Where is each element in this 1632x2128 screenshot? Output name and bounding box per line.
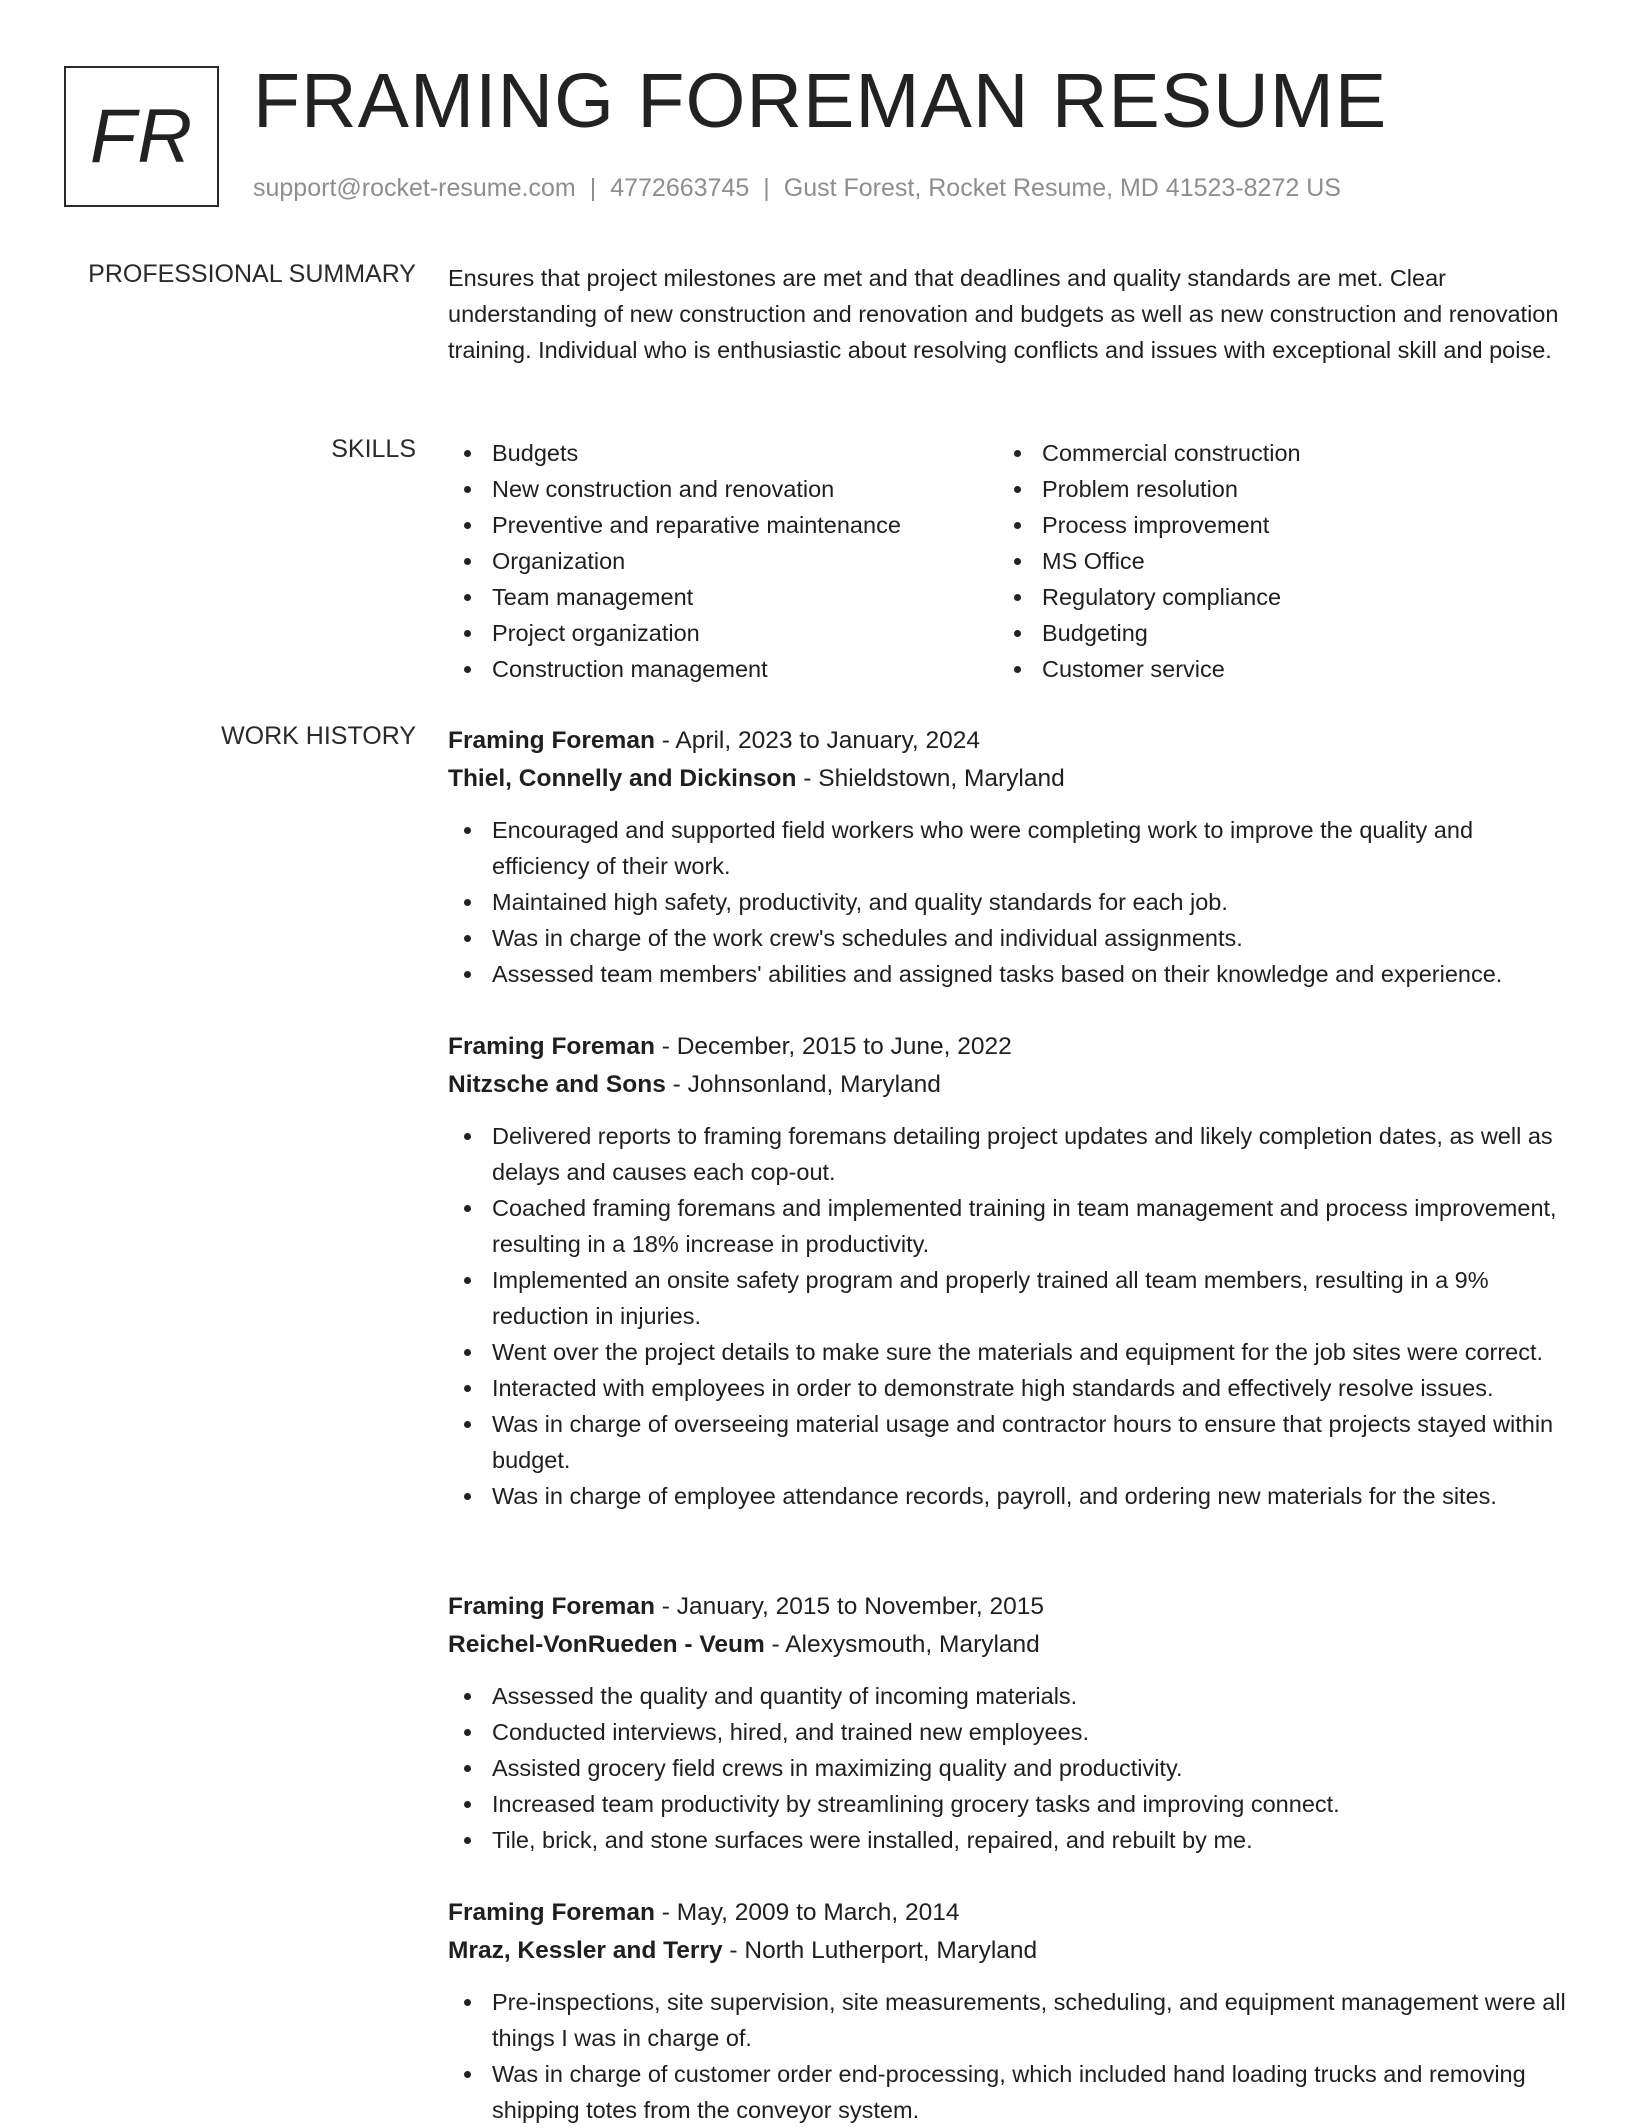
job-dates: - December, 2015 to June, 2022 (654, 1033, 1012, 1060)
job-title: Framing Foreman (448, 1033, 655, 1060)
job-bullet: Encouraged and supported field workers who were completing work to improve the quality and efficiency of their work. (448, 812, 1568, 884)
job-bullets (448, 1118, 1568, 1514)
job-bullet: Assessed the quality and quantity of incoming materials. (448, 1678, 1568, 1714)
job-location: - North Lutherport, Maryland (722, 1937, 1038, 1964)
contact-email: support@rocket-resume.com (253, 174, 576, 202)
contact-address: Gust Forest, Rocket Resume, MD 41523-8272 US (783, 174, 1341, 202)
job-company-line (448, 1066, 1568, 1104)
job-title: Framing Foreman (448, 1899, 655, 1926)
skill-item: Regulatory compliance (998, 579, 1301, 615)
contact-separator: | (589, 174, 597, 202)
skill-item: Preventive and reparative maintenance (448, 507, 998, 543)
job-title: Framing Foreman (448, 727, 655, 754)
job-bullet: Delivered reports to framing foremans detailing project updates and likely completion dates, as well as delays and causes each cop-out. (448, 1118, 1568, 1190)
job-bullets (448, 1678, 1568, 1858)
job-bullet: Implemented an onsite safety program and properly trained all team members, resulting in a 9% reduction in injuries. (448, 1262, 1568, 1334)
job-bullet: Was in charge of employee attendance records, payroll, and ordering new materials for the sites. (448, 1478, 1568, 1514)
job-company: Nitzsche and Sons (448, 1071, 666, 1098)
job-company: Thiel, Connelly and Dickinson (448, 765, 797, 792)
skill-item: Construction management (448, 651, 998, 687)
skill-item: Organization (448, 543, 998, 579)
job-bullet: Pre-inspections, site supervision, site measurements, scheduling, and equipment management were all things I was in charge of. (448, 1984, 1568, 2056)
job-bullet: Increased team productivity by streamlining grocery tasks and improving connect. (448, 1786, 1568, 1822)
job-title: Framing Foreman (448, 1593, 655, 1620)
job-company-line (448, 760, 1568, 798)
job-bullets (448, 1984, 1568, 2128)
job-bullet: Was in charge of customer order end-processing, which included hand loading trucks and removing shipping totes from the conveyor system. (448, 2056, 1568, 2128)
job-company: Reichel-VonRueden - Veum (448, 1631, 765, 1658)
job-bullet: Assisted grocery field crews in maximizing quality and productivity. (448, 1750, 1568, 1786)
job-bullet: Was in charge of overseeing material usage and contractor hours to ensure that projects stayed within budget. (448, 1406, 1568, 1478)
skill-item: Project organization (448, 615, 998, 651)
contact-line (253, 174, 1341, 203)
job-dates: - May, 2009 to March, 2014 (654, 1899, 960, 1926)
job-location: - Shieldstown, Maryland (796, 765, 1065, 792)
monogram-box (64, 66, 219, 207)
skill-item: Problem resolution (998, 471, 1301, 507)
skills-column-2 (998, 435, 1301, 687)
job-company-line (448, 1932, 1568, 1970)
job-company: Mraz, Kessler and Terry (448, 1937, 723, 1964)
skills-column-1 (448, 435, 998, 687)
skill-item: Customer service (998, 651, 1301, 687)
job-bullet: Interacted with employees in order to demonstrate high standards and effectively resolve issues. (448, 1370, 1568, 1406)
skill-item: Budgets (448, 435, 998, 471)
skill-item: Budgeting (998, 615, 1301, 651)
summary-text: Ensures that project milestones are met and that deadlines and quality standards are met. Clear understanding of new construction and renovation and budgets as well as new construction and renovation training. Individual who is enthusiastic about resolving conflicts and issues with exceptional skill and poise. (448, 265, 1559, 363)
resume-title: FRAMING FOREMAN RESUME (253, 58, 1388, 144)
work-history-heading: WORK HISTORY (221, 722, 416, 750)
skills-heading: SKILLS (331, 435, 416, 463)
skill-item: MS Office (998, 543, 1301, 579)
job-company-line (448, 1626, 1568, 1664)
contact-separator: | (763, 174, 770, 202)
job-location: - Alexysmouth, Maryland (764, 1631, 1040, 1658)
job-bullet: Conducted interviews, hired, and trained new employees. (448, 1714, 1568, 1750)
skill-item: New construction and renovation (448, 471, 998, 507)
job-title-line (448, 1894, 1568, 1932)
job-bullet: Maintained high safety, productivity, and quality standards for each job. (448, 884, 1568, 920)
skill-item: Commercial construction (998, 435, 1301, 471)
job-title-line (448, 1028, 1568, 1066)
summary-heading: PROFESSIONAL SUMMARY (88, 260, 416, 288)
skill-item: Process improvement (998, 507, 1301, 543)
job-bullet: Went over the project details to make sure the materials and equipment for the job sites were correct. (448, 1334, 1568, 1370)
skill-item: Team management (448, 579, 998, 615)
job-dates: - April, 2023 to January, 2024 (654, 727, 980, 754)
monogram-initials: FR (89, 94, 194, 179)
job-bullets (448, 812, 1568, 992)
contact-phone: 4772663745 (610, 174, 750, 202)
job-title-line (448, 722, 1568, 760)
job-bullet: Was in charge of the work crew's schedules and individual assignments. (448, 920, 1568, 956)
job-bullet: Coached framing foremans and implemented training in team management and process improvement, resulting in a 18% increase in productivity. (448, 1190, 1568, 1262)
job-dates: - January, 2015 to November, 2015 (654, 1593, 1044, 1620)
job-bullet: Tile, brick, and stone surfaces were installed, repaired, and rebuilt by me. (448, 1822, 1568, 1858)
job-location: - Johnsonland, Maryland (665, 1071, 941, 1098)
job-bullet: Assessed team members' abilities and assigned tasks based on their knowledge and experience. (448, 956, 1568, 992)
job-title-line (448, 1588, 1568, 1626)
